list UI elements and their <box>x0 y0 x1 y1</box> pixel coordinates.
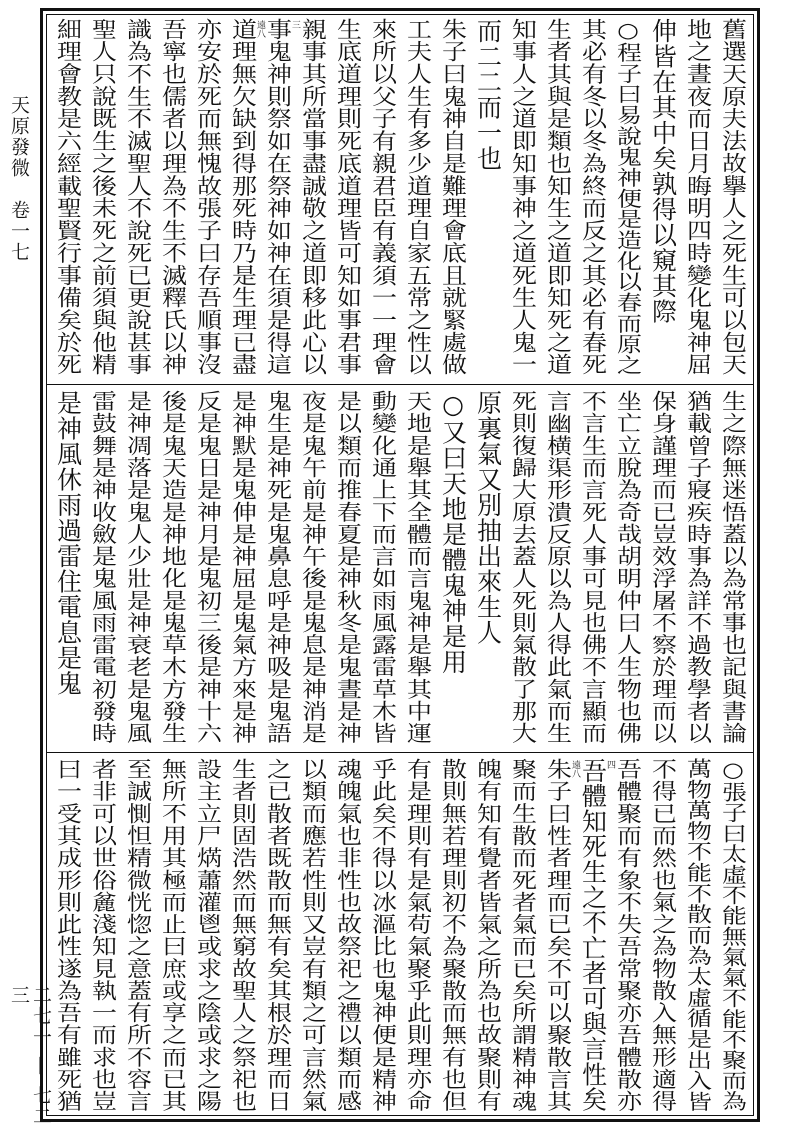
text-section-bottom <box>50 758 750 1116</box>
section-divider <box>46 384 754 385</box>
text-column: 是神風休雨過雷住電息是鬼 <box>53 390 83 696</box>
text-column: 反是鬼日是神月是鬼初三後是神十六 <box>193 390 223 745</box>
text-column: 之已散者既散而無有矣其根於理而日 <box>263 758 293 1113</box>
text-column: 是神凋落是鬼人少壯是神衰老是鬼風 <box>123 390 153 745</box>
text-column: ○張子曰太虛不能無氣氣不能不聚而為 <box>718 758 748 1112</box>
text-column: 伸皆在其中矣孰得以窺其際 <box>648 18 678 324</box>
text-column: 是神默是鬼伸是神屈是鬼氣方來是神 <box>228 390 258 745</box>
text-column: ○又曰天地是體鬼神是用 <box>438 390 468 675</box>
section-divider <box>46 752 754 753</box>
text-column: 吾寧也儒者以理為不生不滅釋氏以神 <box>158 18 188 376</box>
margin-note: 三 <box>290 20 300 29</box>
text-column: 生之際無迷悟蓋以為常事也記與書論 <box>718 390 748 745</box>
text-column: 其必有冬以冬為終而反之其必有春死 <box>578 18 608 376</box>
margin-note: 遠八 <box>570 760 580 778</box>
margin-note: 四 <box>605 760 615 769</box>
text-column: 魂魄氣也非性也故祭祀之禮以類而感 <box>333 758 363 1113</box>
text-column: 設主立尸焫蕭灌鬯或求之陰或求之陽 <box>193 758 223 1113</box>
text-column: 後是鬼天造是神地化是鬼草木方發生 <box>158 390 188 745</box>
margin-note: 遠八 <box>255 20 265 38</box>
text-column: 者非可以世俗麄淺知見執一而求也豈 <box>88 758 118 1113</box>
text-column: 萬物萬物不能不散而為太虛循是出入皆 <box>683 758 713 1112</box>
text-column: 道理無欠缺到得那死時乃是生理已盡 <box>228 18 258 376</box>
text-column: 曰一受其成形則此性遂為吾有雖死猶 <box>53 758 83 1113</box>
text-column: ○程子曰易說鬼神便是造化以春而原之 <box>613 18 643 376</box>
text-section-top <box>50 18 750 380</box>
text-column: 識為不生不滅聖人不說死已更說甚事 <box>123 18 153 376</box>
text-column: 聚而生散而死者氣而已矣所謂精神魂 <box>508 758 538 1113</box>
page-number: 二七一 — 七二三 <box>8 985 52 1128</box>
text-column: 而二二而一也 <box>473 18 503 171</box>
text-column: 坐亡立脫為奇哉胡明仲曰人生物也佛 <box>613 390 643 745</box>
text-column: 生者其與是類也知生之道即知死之道 <box>543 18 573 376</box>
text-column: 知事人之道即知事神之道死生人鬼一 <box>508 18 538 376</box>
text-column: 來所以父子有親君臣有義須一一理會 <box>368 18 398 376</box>
text-column: 死則復歸大原去蓋人死則氣散了那大 <box>508 390 538 745</box>
text-column: 夜是鬼午前是神午後是鬼息是神消是 <box>298 390 328 745</box>
text-column: 雷鼓舞是神收斂是鬼風雨雷電初發時 <box>88 390 118 745</box>
text-column: 至誠惻怛精微恍惚之意蓋有所不容言 <box>123 758 153 1113</box>
text-column: 亦安於死而無愧故張子曰存吾順事沒 <box>193 18 223 376</box>
text-column: 不言生而言死人事可見也佛不言顯而 <box>578 390 608 745</box>
text-column: 言幽横渠形潰反原以為人得此氣而生 <box>543 390 573 745</box>
text-column: 朱子曰鬼神自是難理會底且就緊處做 <box>438 18 468 376</box>
text-column: 事鬼神則祭如在祭神如神在須是得這 <box>263 18 293 376</box>
text-column: 吾體知死生之不亡者可與言性矣 <box>578 758 608 1113</box>
text-column: 魄有知有覺者皆氣之所為也故聚則有 <box>473 758 503 1113</box>
text-column: 細理會教是六經載聖賢行事備矣於死 <box>53 18 83 376</box>
text-column: 不得已而然也氣之為物散入無形適得 <box>648 758 678 1113</box>
text-column: 無所不用其極而止曰庶或享之而已其 <box>158 758 188 1113</box>
text-column: 生底道理則死底道理皆可知如事君事 <box>333 18 363 376</box>
text-column: 保身謹理而已豈效浮屠不察於理而以 <box>648 390 678 745</box>
text-column: 工夫人生有多少道理自家五常之性以 <box>403 18 433 376</box>
text-column: 地之晝夜而日月晦明四時變化鬼神屈 <box>683 18 713 376</box>
text-column: 動變化通上下而言如雨風露雷草木皆 <box>368 390 398 745</box>
text-column: 聖人只說既生之後未死之前須與他精 <box>88 18 118 376</box>
text-column: 天地是舉其全體而言鬼神是舉其中運 <box>403 390 433 745</box>
book-title: 天原發微 卷一七 <box>8 95 30 263</box>
text-column: 乎此矣不得以冰漚比也鬼神便是精神 <box>368 758 398 1113</box>
text-column: 原裏氣又別抽出來生人 <box>473 390 503 645</box>
text-column: 舊選天原夫法故擧人之死生可以包天 <box>718 18 748 376</box>
text-column: 鬼生是神死是鬼鼻息呼是神吸是鬼語 <box>263 390 293 745</box>
text-column: 吾體聚而有象不失吾常聚亦吾體散亦 <box>613 758 643 1113</box>
text-column: 生者則固浩然而無窮故聖人之祭祀也 <box>228 758 258 1113</box>
text-column: 有是理則有是氣苟氣聚乎此則理亦命 <box>403 758 433 1113</box>
text-column: 親事其所當事盡誠敬之道即移此心以 <box>298 18 328 376</box>
text-column: 散則無若理則初不為聚散而無有也但 <box>438 758 468 1113</box>
text-column: 以類而應若性則又豈有類之可言然氣 <box>298 758 328 1113</box>
text-column: 猶載曾子寢疾時事為詳不過教學者以 <box>683 390 713 745</box>
text-column: 朱子曰性者理而已矣不可以聚散言其 <box>543 758 573 1113</box>
text-column: 是以類而推春夏是神秋冬是鬼晝是神 <box>333 390 363 745</box>
text-section-middle <box>50 390 750 748</box>
